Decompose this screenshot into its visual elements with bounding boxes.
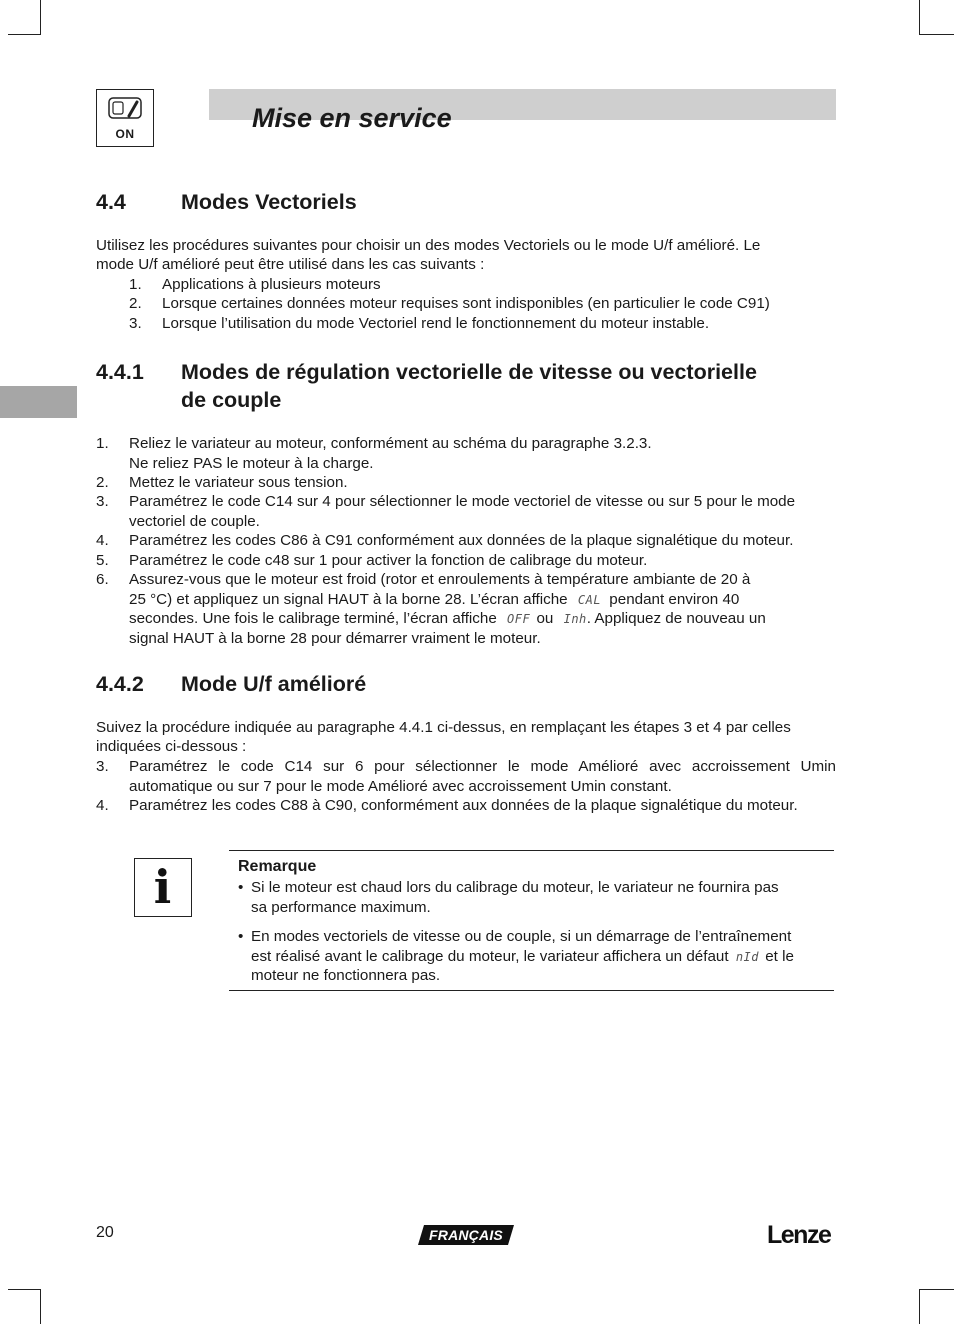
crop-mark — [8, 34, 41, 35]
section-title: Modes Vectoriels — [181, 190, 357, 214]
note-rule-top — [229, 850, 834, 851]
crop-mark — [40, 1290, 41, 1324]
list-item: 6. Assurez-vous que le moteur est froid (rotor et enroulements à température ambiante de 20 à 25 °C) et appliquez un signal HAUT à la borne 28. L’écran affiche CAL pendant environ 40 secondes. Une fois le calibrage terminé, l’écran affiche OFF ou Inh. Appliquez de nouveau un signal HAUT à la borne 28 pour démarrer vraiment le moteur. — [96, 571, 766, 647]
paragraph-line: Utilisez les procédures suivantes pour choisir un des modes Vectoriels ou le mode U/f amélioré. Le — [96, 237, 761, 254]
section-title: Modes de régulation vectorielle de vitesse ou vectorielle — [181, 360, 757, 384]
note-heading: Remarque — [238, 858, 317, 875]
paragraph-line: mode U/f amélioré peut être utilisé dans les cas suivants : — [96, 256, 485, 273]
note-bullet: • En modes vectoriels de vitesse ou de couple, si un démarrage de l’entraînement est réalisé avant le calibrage du moteur, le variateur affichera un défaut nId et le moteur ne fonctionnera pas. — [238, 928, 794, 984]
paragraph-line: indiquées ci-dessous : — [96, 738, 247, 755]
section-title: de couple — [181, 388, 282, 412]
section-number: 4.4 — [96, 190, 126, 214]
lcd-display-text: Inh — [563, 612, 587, 626]
side-tab — [0, 386, 77, 418]
crop-mark — [919, 1290, 920, 1324]
brand-logo: Lenze — [767, 1221, 831, 1249]
lcd-display-text: CAL — [577, 592, 602, 607]
paragraph-line: Suivez la procédure indiquée au paragraphe 4.4.1 ci-dessus, en remplaçant les étapes 3 et 4 par celles — [96, 719, 791, 736]
power-switch-icon — [96, 89, 154, 147]
crop-mark — [8, 1289, 41, 1290]
info-icon: i — [134, 858, 192, 917]
page-number: 20 — [96, 1224, 114, 1241]
note-rule-bottom — [229, 990, 834, 991]
crop-mark — [40, 0, 41, 34]
icon-label: ON — [115, 127, 135, 141]
lcd-display-text: nId — [735, 949, 759, 964]
page-title: Mise en service — [252, 103, 452, 133]
section-title: Mode U/f amélioré — [181, 672, 367, 696]
crop-mark — [919, 1289, 954, 1290]
lcd-display-text: OFF — [507, 612, 531, 626]
list-item: 3. Paramétrez le code C14 sur 6 pour sélectionner le mode Amélioré avec accroissement Umin automatique ou sur 7 pour le mode Amélioré avec accroissement Umin constant. — [96, 758, 836, 795]
note-bullet: • Si le moteur est chaud lors du calibrage du moteur, le variateur ne fournira pas sa performance maximum. — [238, 879, 779, 916]
section-number: 4.4.1 — [96, 360, 144, 384]
crop-mark — [919, 0, 920, 34]
section-number: 4.4.2 — [96, 672, 144, 696]
crop-mark — [919, 34, 954, 35]
language-badge: FRANÇAIS — [418, 1225, 514, 1245]
